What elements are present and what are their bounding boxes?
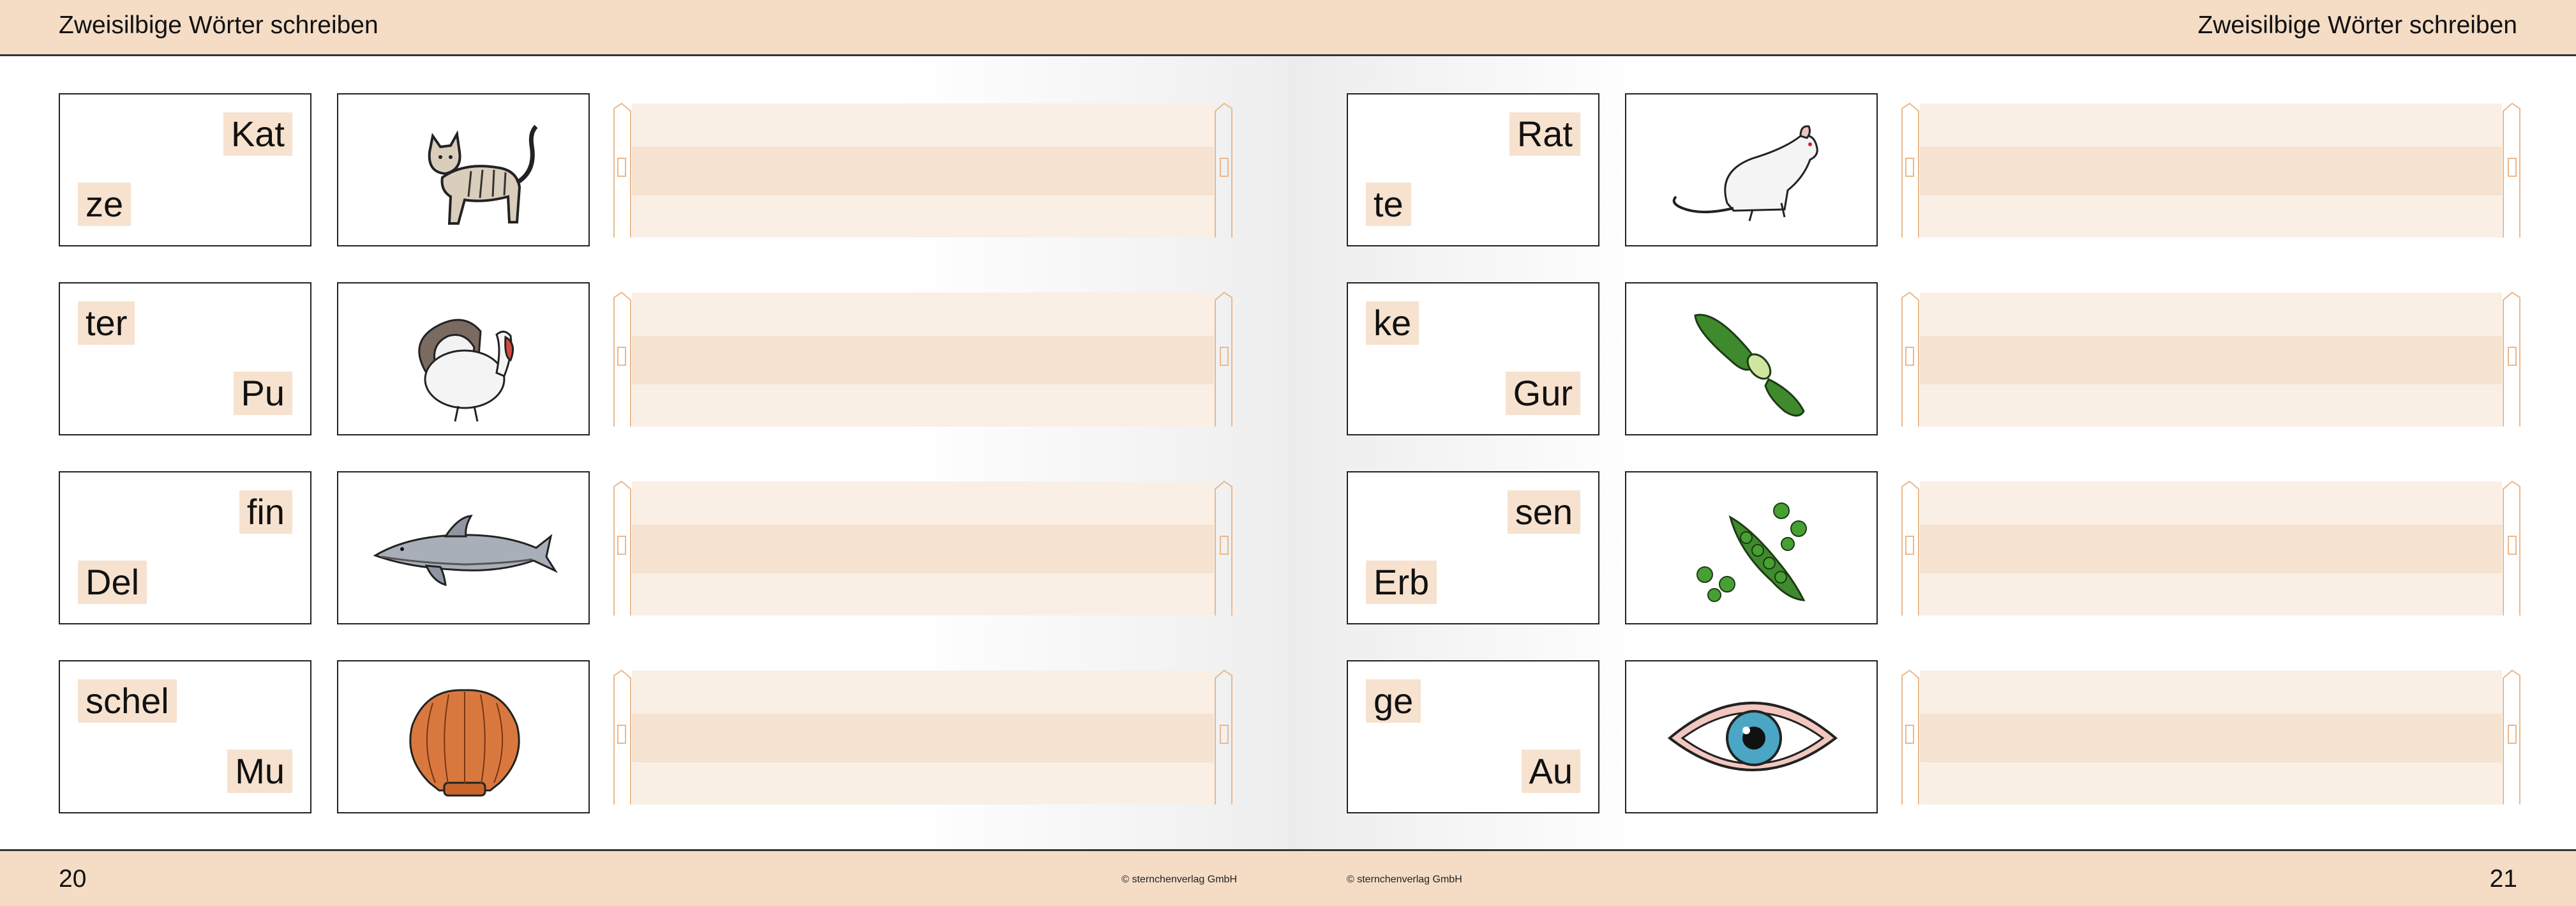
page-header — [1288, 0, 2576, 56]
syllable-card — [59, 282, 311, 435]
writing-lines[interactable] — [613, 291, 1233, 428]
syllable-card — [59, 93, 311, 246]
picture-card — [337, 660, 590, 813]
page-number: 20 — [59, 865, 87, 893]
syllable-bottom: Mu — [227, 750, 292, 793]
syllable-top: sen — [1508, 490, 1580, 534]
page-header — [0, 0, 1288, 56]
syllable-card — [1347, 282, 1599, 435]
writing-lines[interactable] — [1901, 291, 2521, 428]
page-footer — [1288, 849, 2576, 906]
shell-icon — [369, 674, 560, 802]
writing-lines[interactable] — [613, 480, 1233, 617]
writing-lines[interactable] — [1901, 480, 2521, 617]
syllable-card — [1347, 660, 1599, 813]
writing-lines[interactable] — [613, 102, 1233, 239]
picture-card — [1625, 660, 1878, 813]
page-footer — [0, 849, 1288, 906]
writing-lines[interactable] — [1901, 669, 2521, 806]
picture-card — [337, 471, 590, 624]
syllable-top: Rat — [1509, 112, 1580, 156]
picture-card — [337, 282, 590, 435]
syllable-bottom: Au — [1522, 750, 1581, 793]
eye-icon — [1657, 674, 1848, 802]
picture-card — [1625, 471, 1878, 624]
picture-card — [337, 93, 590, 246]
syllable-top: ge — [1366, 679, 1421, 723]
picture-card — [1625, 93, 1878, 246]
syllable-bottom: Pu — [234, 372, 293, 415]
turkey-icon — [369, 296, 560, 424]
syllable-top: schel — [78, 679, 177, 723]
exercise-row — [1347, 93, 2521, 248]
exercise-row — [59, 282, 1233, 437]
exercise-row — [1347, 282, 2521, 437]
copyright-notice: © sternchenverlag GmbH — [1121, 874, 1237, 885]
copyright-notice: © sternchenverlag GmbH — [1347, 874, 1462, 885]
page-number: 21 — [2489, 865, 2517, 893]
syllable-bottom: Del — [78, 561, 147, 604]
cucumber-icon — [1657, 296, 1848, 424]
syllable-top: Kat — [223, 112, 292, 156]
writing-lines[interactable] — [1901, 102, 2521, 239]
picture-card — [1625, 282, 1878, 435]
exercise-row — [59, 93, 1233, 248]
page-title: Zweisilbige Wörter schreiben — [59, 11, 378, 39]
syllable-bottom: Erb — [1366, 561, 1437, 604]
syllable-bottom: ze — [78, 183, 131, 226]
page-right — [1288, 0, 2576, 906]
syllable-top: ter — [78, 301, 135, 345]
syllable-top: ke — [1366, 301, 1419, 345]
exercise-row — [1347, 660, 2521, 815]
dolphin-icon — [369, 485, 560, 613]
peas-icon — [1657, 485, 1848, 613]
page-title: Zweisilbige Wörter schreiben — [2198, 11, 2517, 39]
writing-lines[interactable] — [613, 669, 1233, 806]
exercise-row — [59, 471, 1233, 626]
syllable-bottom: Gur — [1506, 372, 1580, 415]
syllable-card — [1347, 471, 1599, 624]
syllable-card — [1347, 93, 1599, 246]
exercise-row — [59, 660, 1233, 815]
syllable-card — [59, 471, 311, 624]
rat-icon — [1657, 107, 1848, 235]
exercise-row — [1347, 471, 2521, 626]
syllable-card — [59, 660, 311, 813]
cat-icon — [369, 107, 560, 235]
syllable-bottom: te — [1366, 183, 1411, 226]
syllable-top: fin — [239, 490, 292, 534]
